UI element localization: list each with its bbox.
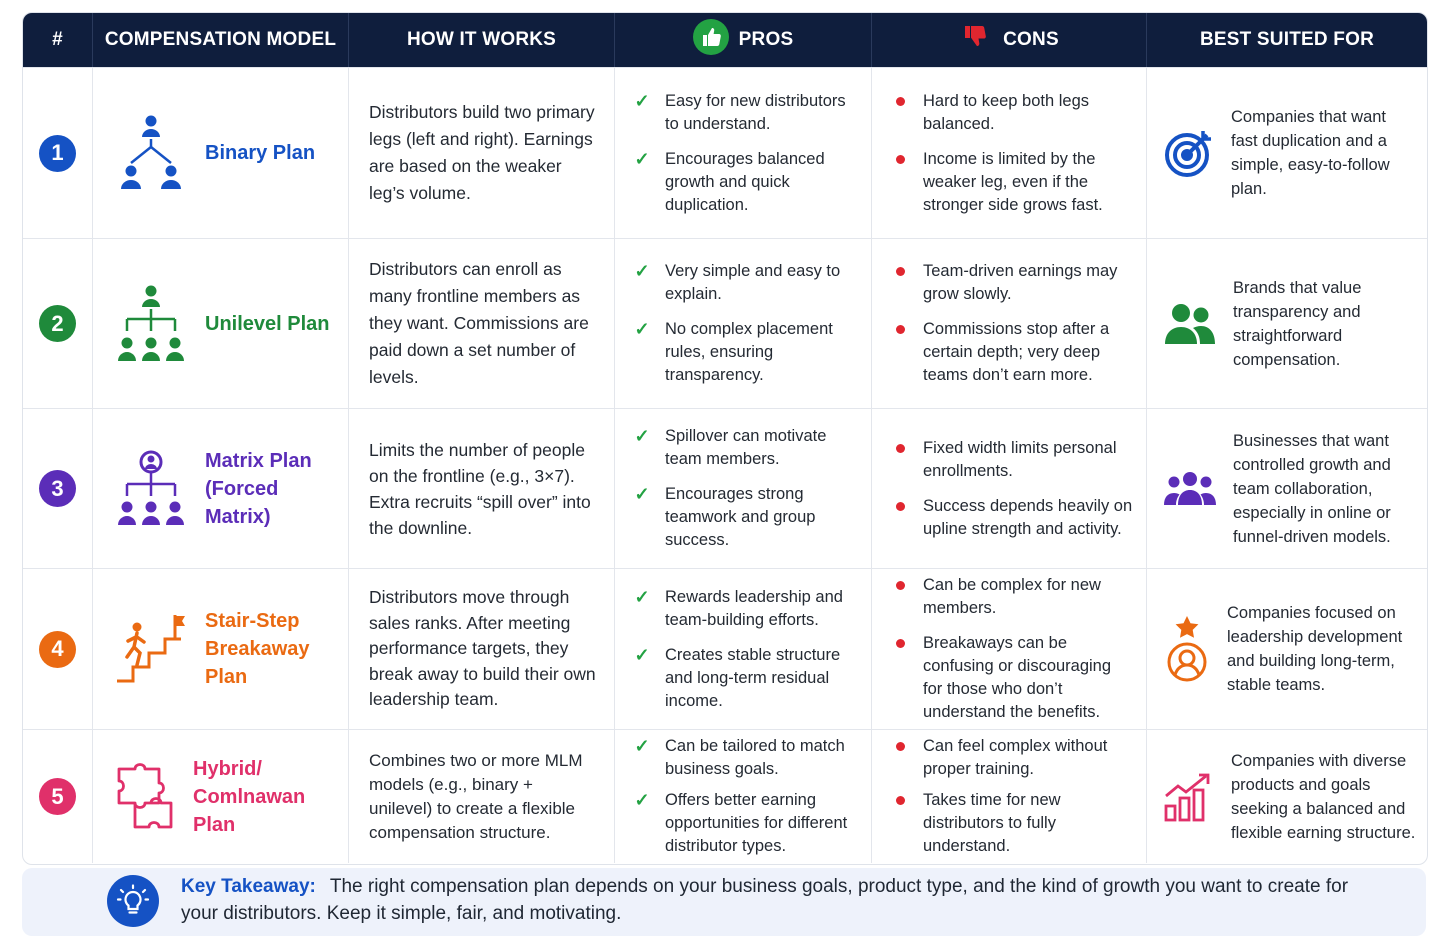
check-icon: ✓ xyxy=(634,319,650,339)
matrix-tree-icon xyxy=(115,450,187,528)
model-name: Binary Plan xyxy=(205,142,316,164)
con-item: Breakaways can be confusing or discouraging for those who don’t understand the benefits. xyxy=(892,632,1134,724)
header-how: HOW IT WORKS xyxy=(349,13,615,67)
lightbulb-icon xyxy=(107,875,159,927)
bullet-icon xyxy=(896,325,905,334)
pro-item: ✓ Encourages balanced growth and quick duplication. xyxy=(634,148,825,214)
con-item: Team-driven earnings may grow slowly. xyxy=(892,260,1134,306)
best-suited: Companies focused on leadership development and building long-term, stable teams. xyxy=(1227,604,1403,694)
compensation-table xyxy=(22,12,1428,865)
check-icon: ✓ xyxy=(634,426,650,446)
model-name: Hybrid/ Comlnawan Plan xyxy=(193,757,306,836)
thumbs-up-icon xyxy=(693,19,729,61)
how-it-works: Distributors can enroll as many frontline members as they want. Commissions are paid down a set number of levels. xyxy=(369,259,589,387)
bullet-icon xyxy=(896,502,905,511)
cons-list xyxy=(892,260,1134,387)
pro-item: ✓ Easy for new distributors to understand. xyxy=(634,90,846,133)
bullet-icon xyxy=(896,444,905,453)
pro-item: ✓ Very simple and easy to explain. xyxy=(634,261,841,303)
header-cons: CONS xyxy=(872,13,1147,67)
check-icon: ✓ xyxy=(634,148,650,169)
unilevel-tree-icon xyxy=(115,283,187,365)
how-it-works: Limits the number of people on the frontline (e.g., 3×7). Extra recruits “spill over” into the downline. xyxy=(369,439,591,538)
table-row xyxy=(23,729,1427,863)
con-item: Success depends heavily on upline strength and activity. xyxy=(892,495,1134,541)
bullet-icon xyxy=(896,581,905,590)
how-it-works: Combines two or more MLM models (e.g., binary + unilevel) to create a flexible compensation structure. xyxy=(369,750,583,842)
table-row xyxy=(23,408,1427,568)
check-icon: ✓ xyxy=(634,644,650,665)
bullet-icon xyxy=(896,155,905,164)
table-header xyxy=(23,13,1427,67)
check-icon: ✓ xyxy=(634,484,650,504)
con-item: Can feel complex without proper training. xyxy=(892,735,1134,781)
row-number: 3 xyxy=(39,470,76,507)
table-row xyxy=(23,568,1427,729)
two-users-icon xyxy=(1163,302,1217,346)
cons-list xyxy=(892,90,1134,217)
model-name: Unilevel Plan xyxy=(205,312,330,335)
pros-list xyxy=(633,586,861,713)
check-icon: ✓ xyxy=(634,90,650,111)
row-number: 1 xyxy=(39,135,76,172)
table-row xyxy=(23,67,1427,238)
thumbs-down-icon xyxy=(959,20,993,60)
takeaway-label: Key Takeaway: xyxy=(181,876,316,897)
table-row xyxy=(23,238,1427,408)
pro-item: ✓ Encourages strong teamwork and group success. xyxy=(634,484,816,549)
best-suited: Businesses that want controlled growth and team collaboration, especially in online or funnel-driven models. xyxy=(1233,431,1391,546)
bullet-icon xyxy=(896,742,905,751)
pro-item: ✓ Rewards leadership and team-building efforts. xyxy=(634,586,843,629)
target-icon xyxy=(1163,127,1215,179)
best-suited: Companies with diverse products and goals seeking a balanced and flexible earning structure. xyxy=(1231,751,1416,842)
pros-list xyxy=(633,260,861,387)
pro-item: ✓ Creates stable structure and long-term residual income. xyxy=(634,644,841,710)
binary-tree-icon xyxy=(115,113,187,193)
best-suited: Companies that want fast duplication and a simple, easy-to-follow plan. xyxy=(1231,108,1390,198)
model-name: Stair-Step Breakaway Plan xyxy=(205,610,310,688)
bullet-icon xyxy=(896,796,905,805)
key-takeaway-banner xyxy=(22,868,1426,936)
pro-item: ✓ No complex placement rules, ensuring transparency. xyxy=(634,319,833,384)
row-number: 2 xyxy=(39,305,76,342)
cons-list xyxy=(892,735,1134,858)
leader-star-icon xyxy=(1163,614,1211,684)
pro-item: ✓ Can be tailored to match business goals. xyxy=(634,736,845,778)
row-number: 5 xyxy=(39,778,76,815)
how-it-works: Distributors build two primary legs (left and right). Earnings are based on the weaker leg’s volume. xyxy=(369,102,595,203)
header-best: BEST SUITED FOR xyxy=(1199,29,1374,50)
header-num: # xyxy=(23,13,93,67)
cons-list xyxy=(892,437,1134,541)
check-icon: ✓ xyxy=(634,586,650,607)
stair-step-icon xyxy=(115,613,187,685)
con-item: Fixed width limits personal enrollments. xyxy=(892,437,1134,483)
bullet-icon xyxy=(896,639,905,648)
how-it-works: Distributors move through sales ranks. After meeting performance targets, they break away to build their own leadership team. xyxy=(369,587,596,710)
pros-list xyxy=(633,90,861,217)
bullet-icon xyxy=(896,267,905,276)
check-icon: ✓ xyxy=(634,736,650,756)
con-item: Income is limited by the weaker leg, even if the stronger side grows fast. xyxy=(892,148,1134,217)
con-item: Commissions stop after a certain depth; very deep teams don’t earn more. xyxy=(892,318,1134,387)
header-pros: PROS xyxy=(615,13,872,67)
pros-list xyxy=(633,735,861,858)
pro-item: ✓ Offers better earning opportunities for different distributor types. xyxy=(634,790,848,855)
header-model: COMPENSATION MODEL xyxy=(93,13,349,67)
group-users-icon xyxy=(1163,471,1217,507)
best-suited: Brands that value transparency and straightforward compensation. xyxy=(1233,278,1362,369)
puzzle-icon xyxy=(115,763,175,831)
pro-item: ✓ Spillover can motivate team members. xyxy=(634,426,827,468)
bullet-icon xyxy=(896,97,905,106)
growth-chart-icon xyxy=(1163,772,1215,822)
con-item: Hard to keep both legs balanced. xyxy=(892,90,1134,136)
check-icon: ✓ xyxy=(634,261,650,281)
model-name: Matrix Plan (Forced Matrix) xyxy=(205,449,312,528)
pros-list xyxy=(633,425,861,552)
con-item: Takes time for new distributors to fully understand. xyxy=(892,789,1134,858)
check-icon: ✓ xyxy=(634,790,650,810)
cons-list xyxy=(892,574,1134,724)
con-item: Can be complex for new members. xyxy=(892,574,1134,620)
takeaway-text xyxy=(181,873,1381,927)
row-number: 4 xyxy=(39,631,76,668)
takeaway-body: The right compensation plan depends on your business goals, product type, and the kind of growth you want to create for your distributors. Keep it simple, fair, and motivating. xyxy=(181,876,1349,924)
